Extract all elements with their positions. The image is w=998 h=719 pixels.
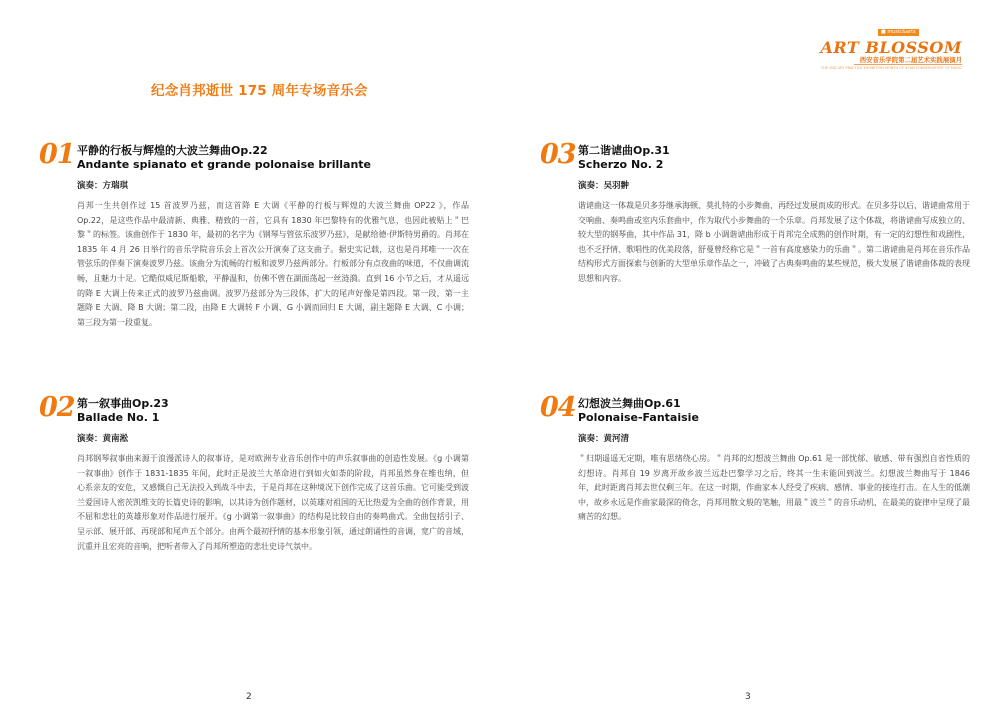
program-title-en: Ballade No. 1 [77,411,160,424]
logo-fine-print: THE 2ND ART PRACTICE EXHIBITION MONTH OF XI'AN CONSERVATORY OF MUSIC [820,66,962,70]
program-title-en: Scherzo No. 2 [578,158,664,171]
program-number: 03 [540,139,576,170]
art-blossom-logo [820,29,962,70]
program-description: 肖邦钢琴叙事曲来源于浪漫派诗人的叙事诗，是对欧洲专业音乐创作中的声乐叙事曲的创造性发展。《g 小调第一叙事曲》创作于 1831-1835 年间，此时正是波兰大革命进行到如火如荼的阶段，肖邦虽然身在维也纳，但心系亲友的安危，又感慨自己无法投入到战斗中去，于是肖邦在这种境况下创作完成了这首乐曲。它可能受到波兰爱国诗人密茨凯维支的长篇史诗的影响，以其诗为创作题材，以英雄对祖国的无比热爱为全曲的创作背景，用不屈和悲壮的英雄形象对作品进行展开。《g 小调第一叙事曲》的结构是比较自由的奏鸣曲式。全曲包括引子、呈示部、展开部、再现部和尾声五个部分。由两个最初抒情的基本形象引领，通过朗诵性的音调，宽广的音域，沉重并且宏亮的音响，把听者带入了肖邦所塑造的悲壮史诗气氛中。 [77,454,469,551]
logo-badge: ■ music&arts [878,29,919,36]
logo-wordmark: ART BLOSSOM [820,38,962,57]
program-title-zh: 平静的行板与辉煌的大波兰舞曲Op.22 [77,144,268,157]
program-number: 02 [39,392,75,423]
logo-subtitle: 西安音乐学院第二届艺术实践展演月 [859,56,962,64]
program-number: 04 [540,392,576,423]
program-title-en: Andante spianato et grande polonaise brillante [77,158,372,171]
program-performer: 演奏：吴羽翀 [578,181,630,191]
page-number-right: 3 [745,692,751,702]
program-title-zh: 幻想波兰舞曲Op.61 [578,397,681,410]
program-titles [578,144,670,172]
program-performer: 演奏：黄河清 [578,434,630,444]
program-titles [578,397,699,425]
program-titles [77,397,169,425]
program-description: 谐谑曲这一体裁是贝多芬继承海顿、莫扎特的小步舞曲，再经过发展而成的形式。在贝多芬以后，谐谑曲常用于交响曲、奏鸣曲或室内乐套曲中，作为取代小步舞曲的一个乐章。肖邦发展了这个体裁，将谐谑曲写成独立的、较大型的钢琴曲，其中作品 31，降 b 小调谐谑曲形成于肖邦完全成熟的创作时期，有一定的幻想性和戏剧性，也不乏抒情、歌唱性的优美段落，舒曼曾经称它是＂一首有高度感染力的乐曲＂。第二谐谑曲是肖邦在音乐作品结构形式方面探索与创新的大型单乐章作品之一，冲破了古典奏鸣曲的某些规范，极大发展了谐谑曲体裁的表现思想和内容。 [578,201,970,283]
program-performer: 演奏：黄南淞 [77,434,129,444]
page-number-left: 2 [246,692,252,702]
program-titles [77,144,371,172]
program-title-zh: 第二谐谑曲Op.31 [578,144,670,157]
program-description: ＂归期遥遥无定期，唯有思绪绕心房。＂肖邦的幻想波兰舞曲 Op.61 是一部忧郁、敏感、带有强烈自省性质的幻想诗。肖邦自 19 岁离开故乡波兰远赴巴黎学习之后，终其一生未能回到波兰。幻想波兰舞曲写于 1846 年，此时距离肖邦去世仅剩三年。在这一时期，作曲家本人经受了疾病、感情、事业的接连打击。在人生的低潮中，故乡永远是作曲家最深的倚念，肖邦用散文般的笔触，用最＂波兰＂的音乐动机，在最美的旋律中呈现了最痛苦的幻想。 [578,454,970,522]
program-description: 肖邦一生共创作过 15 首波罗乃兹，而这首降 E 大调《平静的行板与辉煌的大波兰舞曲 OP22 》，作品 Op.22，是这些作品中最清新、典雅、精致的一首，它具有 1830 年巴黎特有的优雅气息，也因此被贴上＂巴黎＂的标签。该曲创作于 1830 年，最初的名字为《钢琴与管弦乐波罗乃兹》，是献给德·伊斯特男爵的。肖邦在 1835 年 4 月 26 日举行的音乐学院音乐会上首次公开演奏了这支曲子。据史实记载，这也是肖邦唯一一次在管弦乐的伴奏下演奏波罗乃兹。该曲分为流畅的行板和波罗乃兹两部分。行板部分有点夜曲的味道，不仅曲调流畅，且魅力十足。它酷似威尼斯船歌，平静温和，仿佛不曾在湖面荡起一丝涟漪。直到 16 小节之后，才从遥远的降 E 大调上传来正式的波罗乃兹曲调。波罗乃兹部分为三段体，扩大的尾声好像是第四段。第一段，第一主题降 E 大调、降 B 大调；第二段，由降 E 大调转 F 小调、G 小调而回归 E 大调，副主题降 E 大调、C 小调；第三段为第一段重复。 [77,201,469,327]
program-title-zh: 第一叙事曲Op.23 [77,397,169,410]
concert-title: 纪念肖邦逝世 175 周年专场音乐会 [151,83,368,99]
program-title-en: Polonaise-Fantaisie [578,411,699,424]
program-number: 01 [39,139,75,170]
logo-divider [854,64,962,65]
program-performer: 演奏：方瑞琪 [77,181,129,191]
